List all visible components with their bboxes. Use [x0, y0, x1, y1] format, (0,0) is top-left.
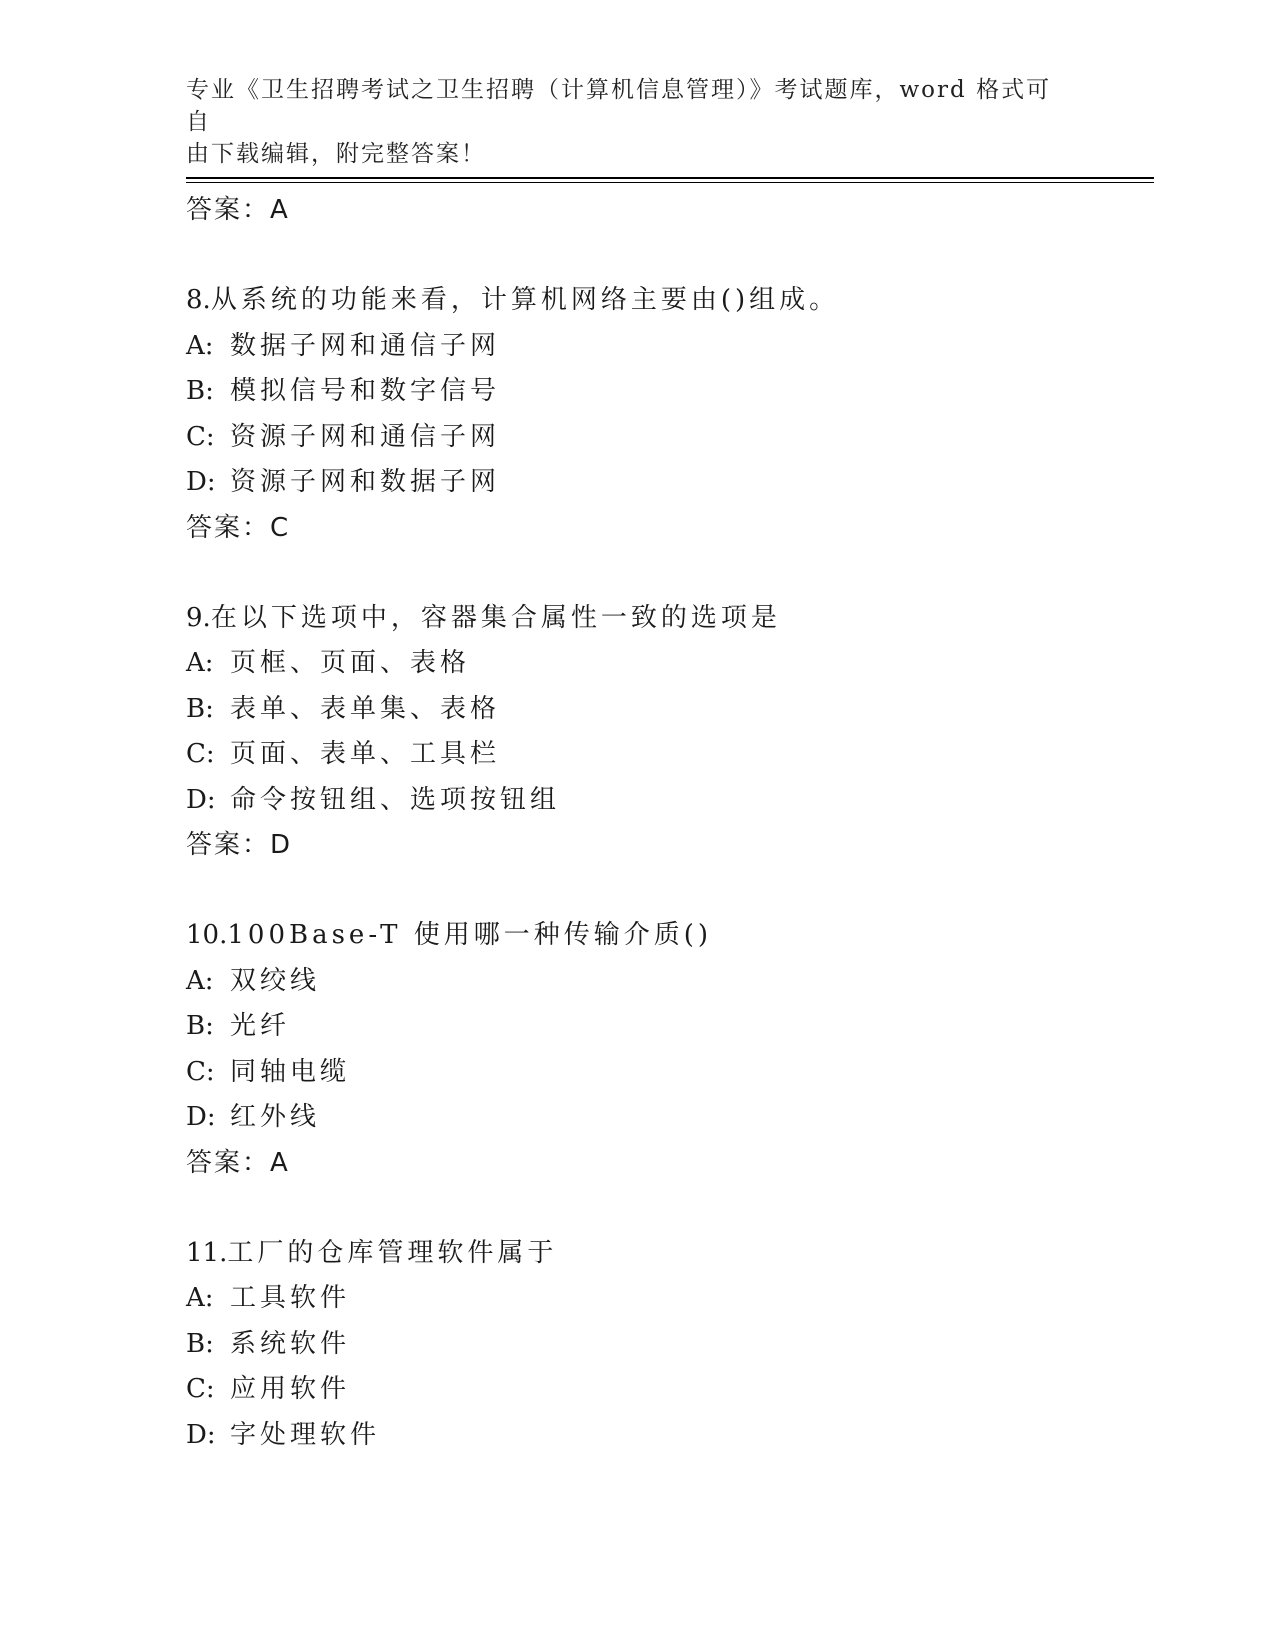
- document-header: [186, 74, 1066, 170]
- option-c: [186, 1050, 1154, 1096]
- option-letter: A:: [186, 965, 214, 996]
- question-number: 8.: [186, 285, 211, 315]
- option-b: [186, 687, 1154, 733]
- option-text: 应用软件: [230, 1374, 351, 1404]
- question-block: [186, 913, 1154, 1185]
- header-line-1: 专业《卫生招聘考试之卫生招聘（计算机信息管理）》考试题库，word 格式可自: [186, 77, 1052, 135]
- option-a: [186, 959, 1154, 1005]
- answer-line: [186, 823, 1154, 867]
- option-letter: C:: [186, 1056, 215, 1087]
- option-b: [186, 1322, 1154, 1368]
- question-stem: 工厂的仓库管理软件属于: [227, 1237, 558, 1268]
- option-a: [186, 641, 1154, 687]
- option-letter: B:: [186, 1011, 214, 1041]
- header-divider: [186, 177, 1154, 179]
- answer-prefix: 答案：: [186, 1147, 271, 1178]
- option-text: 数据子网和通信子网: [230, 330, 501, 361]
- question-list: [186, 188, 1154, 1458]
- option-letter: A:: [186, 1283, 214, 1313]
- option-text: 字处理软件: [230, 1419, 381, 1450]
- option-letter: C:: [186, 739, 215, 769]
- header-divider-thin: [186, 182, 1154, 183]
- answer-prefix: 答案：: [186, 195, 271, 225]
- header-line-2: 由下载编辑，附完整答案！: [186, 141, 486, 167]
- question-block: [186, 596, 1154, 868]
- option-c: [186, 732, 1154, 778]
- answer-value: A: [270, 1147, 290, 1178]
- answer-prefix: 答案：: [186, 830, 271, 860]
- option-letter: D:: [186, 467, 216, 497]
- option-c: [186, 415, 1154, 461]
- question-text: [186, 596, 1154, 642]
- option-b: [186, 369, 1154, 415]
- option-letter: C:: [186, 421, 215, 452]
- question-text: [186, 913, 1154, 959]
- option-text: 模拟信号和数字信号: [230, 376, 501, 406]
- question-stem: 100Base-T 使用哪一种传输介质(): [227, 920, 713, 950]
- answer-line: [186, 1141, 1154, 1185]
- option-b: [186, 1004, 1154, 1050]
- question-block: [186, 278, 1154, 550]
- option-text: 资源子网和数据子网: [230, 467, 501, 497]
- answer-line: [186, 188, 1154, 232]
- answer-prefix: 答案：: [186, 512, 271, 543]
- option-text: 红外线: [230, 1102, 321, 1132]
- question-number: 9.: [186, 602, 211, 633]
- option-text: 表单、表单集、表格: [230, 693, 501, 724]
- option-d: [186, 1413, 1154, 1459]
- option-d: [186, 778, 1154, 824]
- option-letter: D:: [186, 1419, 216, 1450]
- option-a: [186, 324, 1154, 370]
- option-text: 命令按钮组、选项按钮组: [230, 784, 561, 815]
- option-c: [186, 1367, 1154, 1413]
- question-stem: 在以下选项中，容器集合属性一致的选项是: [210, 602, 781, 633]
- option-letter: D:: [186, 1102, 216, 1132]
- question-number: 10.: [186, 920, 228, 950]
- option-text: 双绞线: [230, 965, 321, 996]
- option-letter: B:: [186, 376, 214, 406]
- option-text: 系统软件: [230, 1328, 351, 1359]
- option-letter: A:: [186, 330, 214, 361]
- option-letter: A:: [186, 648, 214, 678]
- option-text: 光纤: [230, 1011, 291, 1041]
- question-text: [186, 278, 1154, 324]
- answer-value: C: [270, 512, 291, 543]
- answer-line: [186, 506, 1154, 550]
- option-text: 同轴电缆: [230, 1056, 351, 1087]
- answer-value: D: [270, 830, 293, 860]
- question-stem: 从系统的功能来看，计算机网络主要由()组成。: [210, 285, 840, 315]
- question-block: [186, 1231, 1154, 1459]
- answer-value: A: [270, 195, 290, 225]
- option-text: 资源子网和通信子网: [230, 421, 501, 452]
- option-a: [186, 1276, 1154, 1322]
- option-letter: B:: [186, 1328, 214, 1359]
- question-text: [186, 1231, 1154, 1277]
- option-text: 工具软件: [230, 1283, 351, 1313]
- option-d: [186, 1095, 1154, 1141]
- option-d: [186, 460, 1154, 506]
- option-letter: C:: [186, 1374, 215, 1404]
- question-number: 11.: [186, 1237, 228, 1268]
- option-text: 页面、表单、工具栏: [230, 739, 501, 769]
- option-letter: B:: [186, 693, 214, 724]
- option-text: 页框、页面、表格: [230, 648, 471, 678]
- option-letter: D:: [186, 784, 216, 815]
